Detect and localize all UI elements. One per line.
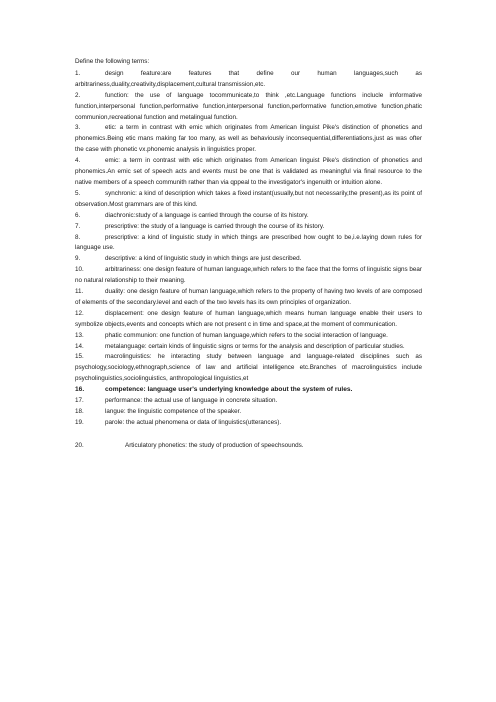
list-item <box>75 287 422 309</box>
list-item <box>75 254 422 265</box>
item-number: 3. <box>75 124 81 132</box>
item-text: phatic communion: one function of human language,which refers to the social interaction of language. <box>105 331 388 339</box>
item-number: 6. <box>75 211 81 219</box>
item-text: arbitrariness: one design feature of human language,which refers to the face that the forms of linguistic signs bear no natural relationship to their meaning. <box>75 266 422 285</box>
item-number: 12. <box>75 309 84 317</box>
item-number: 16. <box>75 386 85 394</box>
item-text: competence: language user's underlying knowledge about the system of rules. <box>105 386 353 394</box>
list-item <box>75 309 422 331</box>
item-number: 2. <box>75 91 81 99</box>
list-item <box>75 331 422 342</box>
item-number: 8. <box>75 233 81 241</box>
list-item <box>75 69 422 91</box>
item-text: diachronic:study of a language is carried through the course of its history. <box>105 211 309 219</box>
list-item <box>75 407 422 418</box>
list-item <box>75 342 422 353</box>
list-item <box>75 156 422 189</box>
item-text: design feature:are features that define our human languages,such as arbitrariness,duality,creativity,displacement,cultural transmission,etc. <box>75 69 422 88</box>
item-number: 19. <box>75 418 84 426</box>
item-text: synchronic: a kind of description which takes a fixed instant(usually,but not necessarily,the present),as its point of observation.Most grammars are of this kind. <box>75 189 422 208</box>
item-text: macrolinguistics: he interacting study between language and language-related disciplines such as psychology,sociology,ethnograph,science of law and artificial intelligence etc.Branches of macrolinguistics include psycholinguistics,sociolinguistics, anthropological linguistics,et <box>75 353 422 383</box>
list-item <box>75 441 422 452</box>
item-text: parole: the actual phenomena or data of linguistics(utterances). <box>105 418 282 426</box>
document-body <box>75 57 422 452</box>
item-text: emic: a term in contrast with etic which originates from American linguist Pike's distinction of phonetics and phonemics.An emic set of speech acts and events must be one that is validated as meaningful via final resource to the native members of a speech communith rather than via qppeal to the investigator's ingenuith or intuition alone. <box>75 157 422 186</box>
item-number: 9. <box>75 255 81 263</box>
item-text: duality: one design feature of human language,which refers to the property of having two levels of are composed of elements of the secondary.level and each of the two levels has its own principles of organization. <box>75 288 422 306</box>
list-item <box>75 211 422 222</box>
item-number: 10. <box>75 266 84 274</box>
list-item <box>75 222 422 233</box>
item-number: 1. <box>75 69 81 77</box>
item-number: 11. <box>75 288 84 296</box>
item-text: displacement: one design feature of human language,which means human language enable their users to symbolize objects,events and concepts which are not present c in time and space,at the moment of communication. <box>75 309 422 328</box>
item-number: 20. <box>75 441 84 449</box>
item-number: 14. <box>75 342 84 350</box>
item-number: 18. <box>75 408 84 415</box>
list-item <box>75 189 422 211</box>
list-item <box>75 396 422 407</box>
list-item <box>75 233 422 255</box>
item-number: 15. <box>75 353 84 361</box>
list-item <box>75 385 422 396</box>
item-text: langue: the linguistic competence of the speaker. <box>105 408 242 415</box>
list-item <box>75 265 422 287</box>
item-number: 17. <box>75 397 84 405</box>
list-item <box>75 123 422 156</box>
item-text: Articulatory phonetics: the study of production of speechsounds. <box>125 441 304 449</box>
item-number: 4. <box>75 157 81 165</box>
item-text: descriptive: a kind of linguistic study in which things are just described. <box>105 255 302 263</box>
item-text: performance: the actual use of language in concrete situation. <box>105 397 278 405</box>
item-number: 13. <box>75 331 84 339</box>
item-text: function: the use of language tocommunicate,to think ,etc.Language functions inclucle imformative function,interpersonal function,performative function,interpersonal function,performative function,emotive function,phatic communion,recreational function and metalingual function. <box>75 91 422 121</box>
item-text: metalanguage: certain kinds of linguistic signs or terms for the analysis and description of particular studies. <box>105 342 405 350</box>
item-text: prescriptive: a kind of linguistic study in which things are prescribed how ought to be,i.e.laying down rules for language use. <box>75 233 422 252</box>
item-number: 7. <box>75 222 81 230</box>
item-text: etic: a term in contrast with emic which originates from American linguist Pike's distinction of phonetics and phonemics.Being etic mans making far too many, as well as behaviously inconsequential,differentiations,just as was ofter the case with phonetic vx.phonemic analysis in linguistics proper. <box>75 124 422 154</box>
list-item <box>75 418 422 429</box>
list-item <box>75 352 422 385</box>
item-text: prescriptive: the study of a language is carried through the course of its history. <box>105 222 325 230</box>
item-number: 5. <box>75 189 81 197</box>
list-item <box>75 91 422 124</box>
document-heading: Define the following terms: <box>75 58 150 65</box>
